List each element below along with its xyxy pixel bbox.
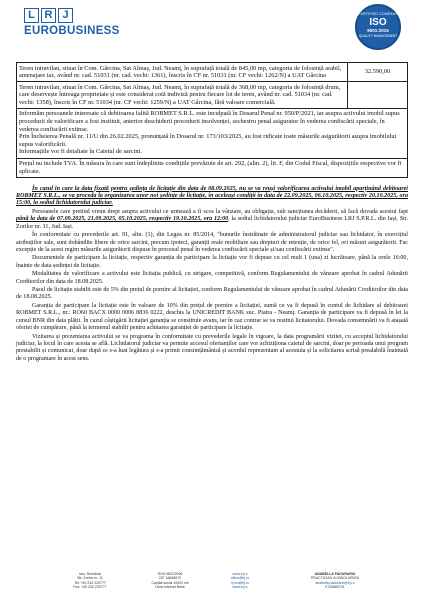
footer-line: Libra Internet Bank (155, 585, 185, 590)
footer-link[interactable]: www.lrj.ro (232, 585, 248, 590)
page-footer (0, 572, 423, 600)
footer-contact (215, 572, 265, 590)
logo-name: EUROBUSINESS (24, 25, 120, 37)
paragraph-repeat-auctions: În cazul în care la data fixată pentru ședința de licitație din data de 08.09.2025, nu se va reuși valorificarea activului imobil aparținând debitoarei ROBMET S.R.L., se va proceda la organizarea unor noi ședințe de licitație, în aceleași condiții în data de 22.09.2025, 06.10.2025, respectiv 20.10.2025, ora 15:00, la sediul lichidatorului judiciar. (16, 185, 408, 207)
paragraph-law: În conformitate cu prevederile art. 91, alin. (1), din Legea nr. 85/2014, "bunurile înstrăinate de administratorul judiciar sau lichidator, în exercițiul atribuțiilor sale, sunt dobândite libere de orice sarcini, precum ipoteci, garanții reale mobiliare sau drepturi de retenție, de orice fel, ori măsuri asigurătorii. Fac excepție de la acest regim măsurile asigurătorii dispuse în procesul penal în vederea confiscării speciale și/sau confiscării extinse". (16, 232, 408, 253)
footer-link[interactable]: anabella.padurariu@lrj.ro (315, 580, 355, 585)
document-body (16, 62, 408, 364)
footer-link[interactable]: office@lrj.ro (230, 576, 250, 581)
paragraph-claims (16, 209, 408, 231)
table-row (17, 108, 408, 158)
text-span: Persoanele care pretind vreun drept asupra activului ce urmează a fi scos la vânzare, au obligația, sub sancțiunea decăderii, să facă dovada acestui fapt (32, 208, 408, 215)
seal-bottom-text: QUALITY MANAGEMENT (358, 34, 398, 38)
footer-line: Iași, România (79, 572, 101, 576)
text-span: , la sediul lichidatorului judiciar EuroBusiness LRJ S.P.R.L. din Iași, Str. Zorilor nr. 11, Jud. Iași. (16, 216, 408, 230)
logo-letter-j: J (58, 8, 73, 23)
asset-price: 32.590,00 (348, 63, 408, 82)
footer-line: 0733665701 (325, 585, 345, 590)
asset-price (348, 82, 408, 109)
footer-line: PRACTICIAN IN INSOLVENTA (310, 576, 360, 581)
footer-address (60, 572, 120, 590)
paragraph-guarantee: Garanția de participare la licitație este în valoare de 10% din prețul de pornire a licitației, sumă ce va fi depusă în contul de lichidare al debitoarei ROBMET S.R.L., nr.: RO60 BACX 0000 0006 8836 0222, deschis la UNICREDIT BANK suc. Piatra - Neamț. Garanția de participare va fi depusă în lei la cursul BNR din data plății. În cazul câștigării licitației garanția se constituie avans, iar în caz contrar se va restitui licitatorului. Dovada consemnării va fi atașată ofertei de cumpărare, până la termenul stabilit pentru achitarea garanției de participare la licitație. (16, 303, 408, 332)
seal-iso-text: ISO (369, 17, 387, 28)
footer-line: Tel: +40 232 220777 (74, 580, 106, 585)
logo-letters (24, 8, 120, 23)
auction-paragraphs (16, 186, 408, 363)
info-paragraph: Informăm persoanele interesate că debitoarea falită ROBMET S.R.L. este inculpată în Dosarul Penal nr. 950/P/2021, iar asupra activului imobil supus procedurii de valorificare a fost instituit, anterior deschiderii procedurii insolvenței, sechestru penal asigurator în vederea confiscării speciale, în vederea confiscării extinse. (19, 110, 400, 133)
table-row (17, 63, 408, 82)
seal-number: 9001:2015 (367, 28, 389, 33)
table-row (17, 158, 408, 177)
text-deadline: până la data de 07.09.2025, 21.09.2025, 05.10.2025, respectiv 19.10.2025, ora 12:00 (16, 216, 229, 223)
practitioner-name: ANABELLA PADURARIU (314, 572, 356, 576)
table-row (17, 82, 408, 109)
asset-description: Teren intravilan, situat în Com. Gârcina, Sat Almaș, Jud. Neamț, în suprafață totală de 368,00 mp, categoria de folosință drum, care deservește întreaga proprietate și este considerat cotă indiviză pentru fiecare lot de teren, având nr. cad. 51034 (nr. cad. vechi: 1358), înscris în CF nr. 51034 (nr. CF vechi: 1259/N) a UAT Gârcina, fără valoare comercială. (17, 82, 348, 109)
paragraph-method: Modalitatea de valorificare a activului este licitația publică, cu strigare, competitivă, conform Regulamentului de vânzare aprobat în cadrul Adunării Creditorilor din data de 18.08.2025. (16, 271, 408, 285)
footer-line: RO9 0822/2006 (157, 572, 183, 576)
tva-cell: Prețul nu include TVA. În măsura în care sunt îndeplinite condițiile prevăzute de art. 292, (alin. 2), lit. F, din Codul Fiscal, dispozițiile respective vor fi aplicate. (17, 158, 408, 177)
paragraph-step: Pasul de licitație stabilit este de 5% din prețul de pornire al licitației, conform Regulamentului de vânzare aprobat în cadrul Adunării Creditorilor din data de 18.08.2025. (16, 287, 408, 301)
footer-practitioner (295, 572, 375, 590)
iso-seal-icon (355, 4, 401, 50)
info-paragraph: Informațiile vor fi detaliate în Caietul de sarcini. (19, 148, 142, 156)
logo-letter-l: L (24, 8, 39, 23)
info-paragraph: Prin Încheierea Penală nr. 11/U din 26.02.2025, pronunțată în Dosarul nr. 173/103/2025, au fost ridicate toate măsurile asigurătorii asupra imobilului supus valorificării. (19, 133, 397, 148)
footer-line: Fax: +40 232 220777 (73, 585, 107, 590)
footer-link[interactable]: www.lrj.ro (232, 572, 248, 576)
footer-line: Capital social 10000 mii (151, 580, 189, 585)
paragraph-visit: Vizitarea și prezentarea activului se va programa în conformitate cu prevederile legale în vigoare, la data programării vizitei, cu acceptul lichidatorului judiciar, la locul în care acesta se află. Lichidatorul judiciar va permite accesul ofertanților care vor achiziționa caietul de sarcini, doar pe perioada unui program prestabilit și comunicat, doar după ce s-a luat legătura și s-a primit consimțământul și acordul reprezentant al acestuia și la solicitarea scrisă prealabilă înaintată de o programare în acest sens. (16, 333, 408, 362)
seal-top-text: CERTIFIED COMPANY (357, 12, 399, 16)
logo-letter-r: R (41, 8, 56, 23)
footer-link[interactable]: lrj.eu@lrj.ro (231, 580, 249, 585)
assets-table (16, 62, 408, 178)
footer-company (140, 572, 200, 590)
footer-line: Str. Zorilor nr. 11 (77, 576, 103, 581)
paragraph-documents: Documentele de participare la licitație, respectiv garanția de participare la licitație vor fi depuse cu cel mult 1 (una) zi lucrătoare, până la orele 16:00, înainte de data ședinței de licitație. (16, 255, 408, 269)
page-header (0, 0, 423, 60)
info-cell (17, 108, 408, 158)
company-logo (24, 8, 120, 37)
asset-description: Teren intravilan, situat în Com. Gârcina, Sat Almaș, Jud. Neamț, în suprafață totală de 845,00 mp, categoria de folosință arabil, amenajare iaz, având nr. cad. 51031 (nr. cad. vechi: 1361), înscris în CF nr. 51031 (nr. CF vechi: 1262/N) a UAT Gârcina (17, 63, 348, 82)
footer-line: CIF 16668670 (158, 576, 182, 581)
